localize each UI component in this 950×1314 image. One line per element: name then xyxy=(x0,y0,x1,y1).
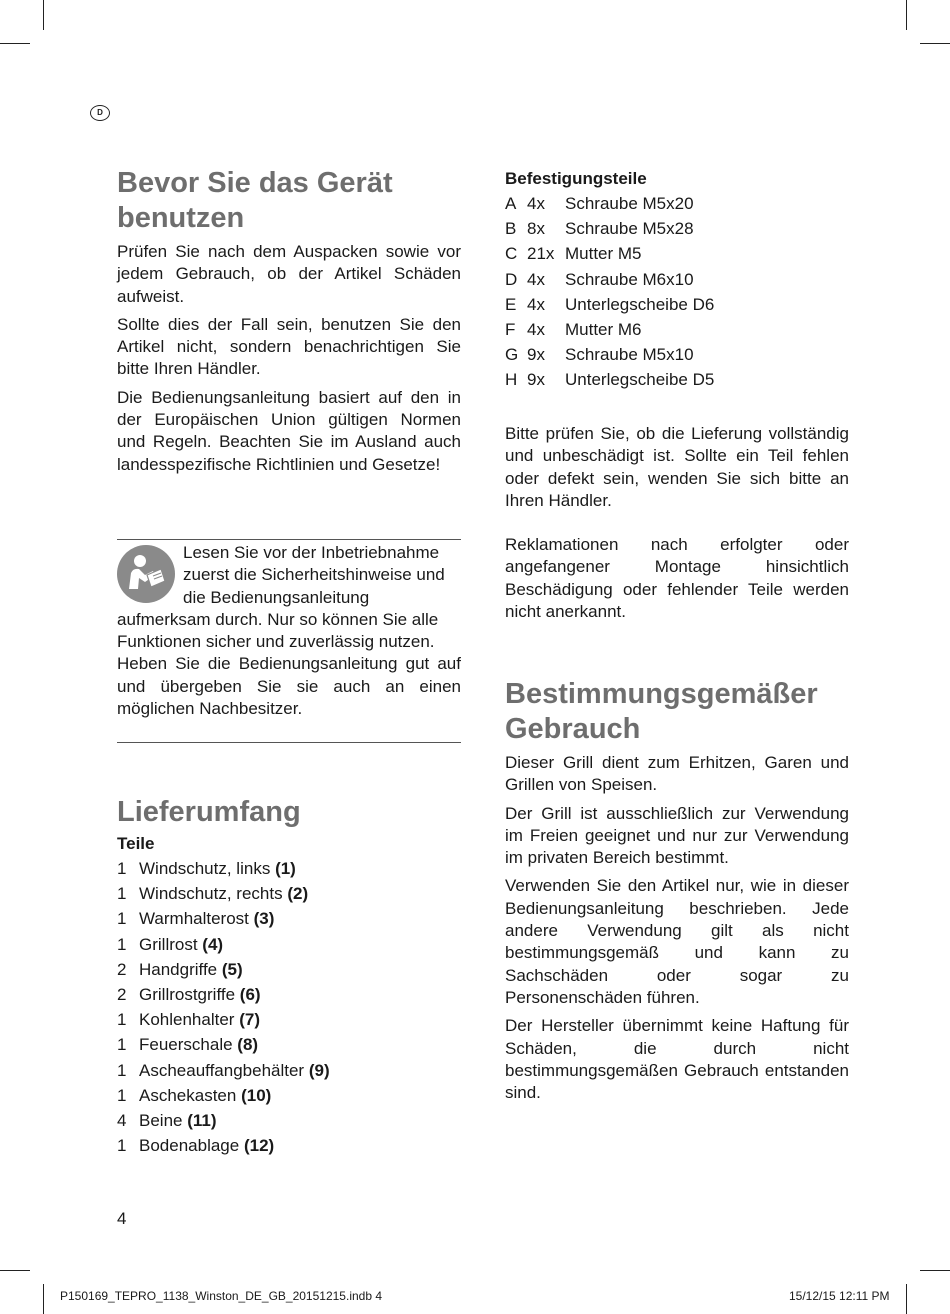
fasteners-list-item xyxy=(505,342,849,367)
crop-mark xyxy=(906,1284,907,1314)
part-name: Feuerschale xyxy=(139,1035,233,1055)
part-name: Beine xyxy=(139,1111,183,1131)
fastener-letter: A xyxy=(505,194,517,213)
part-name: Handgriffe xyxy=(139,959,218,979)
crop-mark xyxy=(0,43,30,44)
section-before-use xyxy=(117,166,461,482)
fastener-letter: E xyxy=(505,294,517,314)
heading-scope: Lieferumfang xyxy=(117,796,301,828)
part-name: Windschutz, rechts xyxy=(139,884,283,904)
fastener-quantity: 9x xyxy=(527,345,545,365)
part-reference: (10) xyxy=(241,1085,272,1105)
part-reference: (12) xyxy=(243,1136,275,1156)
part-name: Bodenablage xyxy=(139,1136,240,1156)
part-quantity: 1 xyxy=(117,1060,127,1080)
section-check xyxy=(505,423,849,518)
fastener-letter: F xyxy=(505,320,516,340)
fasteners-list-item xyxy=(505,241,849,266)
part-quantity: 1 xyxy=(117,1085,127,1105)
part-reference: (1) xyxy=(275,859,296,878)
fastener-letter: C xyxy=(505,244,518,264)
language-badge: D xyxy=(90,105,110,121)
parts-list-item xyxy=(117,982,461,1007)
section-intended-use xyxy=(505,677,849,1110)
parts-list-item xyxy=(117,1007,461,1032)
crop-mark xyxy=(0,1270,30,1271)
paragraph: Dieser Grill dient zum Erhitzen, Garen und Grillen von Speisen. xyxy=(505,753,849,795)
section-scope xyxy=(117,795,461,1158)
part-reference: (6) xyxy=(239,985,261,1005)
fastener-letter: B xyxy=(505,219,517,239)
part-quantity: 1 xyxy=(117,884,127,904)
parts-title: Teile xyxy=(117,834,155,853)
parts-list xyxy=(117,856,461,1158)
notice-text: Lesen Sie vor der Inbetriebnahme zuerst die Sicherheitshinweise und die Bedienungsanleitung aufmerksam durch. Nur so können Sie alle Funktionen sicher und zuverlässig nutzen. xyxy=(117,543,445,652)
part-name: Windschutz, links xyxy=(139,859,271,878)
crop-mark xyxy=(920,43,950,44)
fastener-name: Unterlegscheibe D5 xyxy=(565,370,715,390)
fastener-name: Schraube M5x28 xyxy=(565,219,694,239)
part-quantity: 1 xyxy=(117,1035,127,1055)
parts-list-item xyxy=(117,932,461,957)
fasteners-list-item xyxy=(505,216,849,241)
fasteners-list-item xyxy=(505,292,849,317)
part-reference: (4) xyxy=(202,934,224,954)
parts-list-item xyxy=(117,1083,461,1108)
paragraph: Der Hersteller übernimmt keine Haftung für Schäden, die durch nicht bestimmungsgemäßen Gebrauch entstanden sind. xyxy=(505,1016,849,1103)
part-quantity: 1 xyxy=(117,934,127,954)
heading-intended-use: Bestimmungsgemäßer Gebrauch xyxy=(505,678,818,745)
part-name: Grillrostgriffe xyxy=(139,985,236,1005)
parts-list-item xyxy=(117,856,461,881)
part-reference: (5) xyxy=(221,959,243,979)
part-name: Kohlenhalter xyxy=(139,1010,235,1030)
part-quantity: 4 xyxy=(117,1111,127,1131)
part-reference: (8) xyxy=(237,1035,259,1055)
footer-file: P150169_TEPRO_1138_Winston_DE_GB_20151215.indb 4 xyxy=(60,1289,383,1303)
part-reference: (2) xyxy=(287,884,309,904)
fasteners-title: Befestigungsteile xyxy=(505,169,647,188)
paragraph: Die Bedienungsanleitung basiert auf den in der Europäischen Union gültigen Normen und Regeln. Beachten Sie im Ausland auch landesspezifische Richtlinien und Gesetze! xyxy=(117,387,461,474)
fastener-quantity: 4x xyxy=(527,320,545,340)
fasteners-list-item xyxy=(505,191,849,216)
page-number: 4 xyxy=(117,1209,127,1228)
fasteners-list xyxy=(505,191,849,393)
crop-mark xyxy=(920,1270,950,1271)
paragraph: Der Grill ist ausschließlich zur Verwendung im Freien geeignet und nur zur Verwendung im privaten Bereich bestimmt. xyxy=(505,803,849,868)
paragraph: Prüfen Sie nach dem Auspacken sowie vor jedem Gebrauch, ob der Artikel Schäden aufweist. xyxy=(117,242,461,306)
notice-box xyxy=(117,539,461,743)
part-name: Grillrost xyxy=(139,934,198,954)
notice-text: Heben Sie die Bedienungsanleitung gut auf und übergeben Sie sie auch an einen möglichen Nachbesitzer. xyxy=(117,654,461,719)
part-quantity: 2 xyxy=(117,959,127,979)
parts-list-item xyxy=(117,1133,461,1158)
part-name: Warmhalterost xyxy=(139,909,249,929)
parts-list-item xyxy=(117,1032,461,1057)
icon-spacer xyxy=(117,542,183,608)
parts-list-item xyxy=(117,906,461,931)
paragraph: Sollte dies der Fall sein, benutzen Sie den Artikel nicht, sondern benachrichtigen Sie bitte Ihren Händler. xyxy=(117,314,461,379)
fasteners-list-item xyxy=(505,317,849,342)
part-name: Aschekasten xyxy=(139,1085,237,1105)
fastener-quantity: 8x xyxy=(527,219,545,239)
paragraph: Verwenden Sie den Artikel nur, wie in dieser Bedienungsanleitung beschrieben. Jede andere Verwendung gilt als nicht bestimmungsgemäß und kann zu Sachschäden oder sogar zu Personenschäden führen. xyxy=(505,876,849,1007)
heading-before-use: Bevor Sie das Gerät benutzen xyxy=(117,167,393,234)
parts-list-item xyxy=(117,1058,461,1083)
fastener-quantity: 9x xyxy=(527,370,545,390)
fastener-name: Unterlegscheibe D6 xyxy=(565,294,715,314)
paragraph: Bitte prüfen Sie, ob die Lieferung vollständig und unbeschädigt ist. Sollte ein Teil fehlen oder defekt sein, wenden Sie sich bitte an Ihren Händler. xyxy=(505,424,849,510)
crop-mark xyxy=(43,1284,44,1314)
fastener-quantity: 21x xyxy=(527,244,555,264)
part-quantity: 1 xyxy=(117,909,127,929)
part-reference: (9) xyxy=(308,1060,330,1080)
part-reference: (11) xyxy=(187,1111,217,1131)
section-fasteners xyxy=(505,167,849,393)
fastener-quantity: 4x xyxy=(527,294,545,314)
part-quantity: 1 xyxy=(117,1010,127,1030)
fastener-name: Schraube M5x20 xyxy=(565,194,694,213)
part-name: Ascheauffangbehälter xyxy=(139,1060,305,1080)
fastener-letter: H xyxy=(505,370,518,390)
part-reference: (7) xyxy=(239,1010,260,1030)
fastener-name: Mutter M5 xyxy=(565,244,642,264)
fastener-name: Schraube M5x10 xyxy=(565,345,694,365)
fastener-quantity: 4x xyxy=(527,194,545,213)
fastener-name: Schraube M6x10 xyxy=(565,269,694,289)
fastener-quantity: 4x xyxy=(527,269,545,289)
fastener-letter: D xyxy=(505,269,518,289)
crop-mark xyxy=(43,0,44,30)
parts-list-item xyxy=(117,1108,461,1133)
paragraph: Reklamationen nach erfolgter oder angefangener Montage hinsichtlich Beschädigung oder fehlender Teile werden nicht anerkannt. xyxy=(505,535,849,621)
part-reference: (3) xyxy=(253,909,275,929)
fasteners-list-item xyxy=(505,267,849,292)
footer-date: 15/12/15 12:11 PM xyxy=(789,1289,890,1303)
fastener-name: Mutter M6 xyxy=(565,320,642,340)
fastener-letter: G xyxy=(505,345,519,365)
part-quantity: 1 xyxy=(117,1136,127,1156)
parts-list-item xyxy=(117,881,461,906)
fasteners-list-item xyxy=(505,367,849,392)
parts-list-item xyxy=(117,957,461,982)
section-claims xyxy=(505,534,849,629)
part-quantity: 1 xyxy=(117,859,127,878)
crop-mark xyxy=(906,0,907,30)
part-quantity: 2 xyxy=(117,985,127,1005)
